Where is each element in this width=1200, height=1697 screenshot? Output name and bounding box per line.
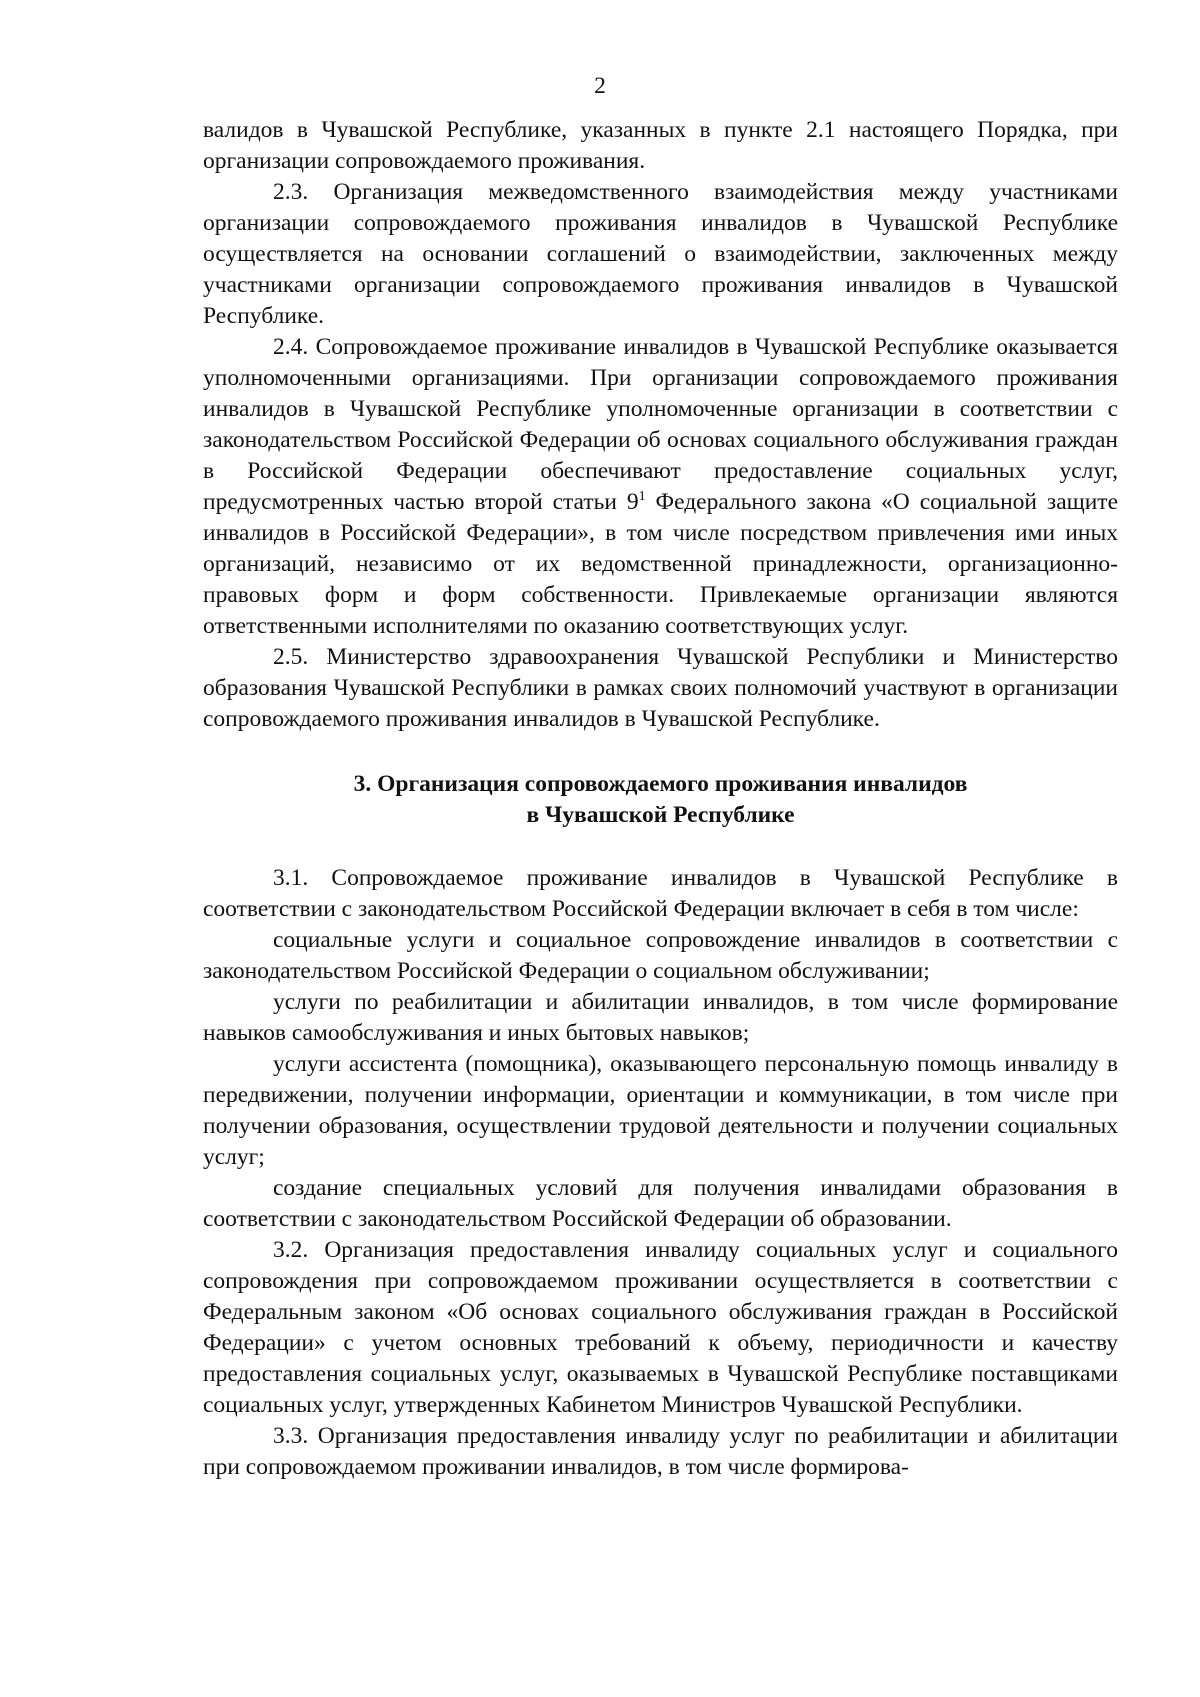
- document-body: [203, 115, 1118, 1483]
- list-item-education-conditions: создание специальных условий для получения инвалидами образования в соответствии с законодательством Российской Федерации об образовании.: [203, 1175, 1118, 1232]
- list-item-social-services: социальные услуги и социальное сопровождение инвалидов в соответствии с законодательством Российской Федерации о социальном обслуживании;: [203, 927, 1118, 984]
- paragraph-3-3: 3.3. Организация предоставления инвалиду услуг по реабилитации и абилитации при сопровождаемом проживании инвалидов, в том числе формирова-: [203, 1423, 1118, 1480]
- paragraph-2-5: 2.5. Министерство здравоохранения Чувашской Республики и Министерство образования Чувашской Республики в рамках своих полномочий участвуют в организации сопровождаемого проживания инвалидов в Чувашской Республике.: [203, 644, 1118, 732]
- paragraph-3-1: 3.1. Сопровождаемое проживание инвалидов в Чувашской Республике в соответствии с законодательством Российской Федерации включает в себя в том числе:: [203, 865, 1118, 922]
- section-3-heading-line-1: 3. Организация сопровождаемого проживания инвалидов: [353, 771, 968, 797]
- paragraph-3-2: 3.2. Организация предоставления инвалиду социальных услуг и социального сопровождения при сопровождаемом проживании осуществляется в соответствии с Федеральным законом «Об основах социального обслуживания граждан в Российской Федерации» с учетом основных требований к объему, периодичности и качеству предоставления социальных услуг, оказываемых в Чувашской Республике поставщиками социальных услуг, утвержденных Кабинетом Министров Чувашской Республики.: [203, 1237, 1118, 1418]
- paragraph-2-4-text-continued: Федерального закона «О социальной защите инвалидов в Российской Федерации», в том числе посредством привлечения ими иных организаций, независимо от их ведомственной принадлежности, организационно-правовых форм и форм собственности. Привлекаемые организации являются ответственными исполнителями по оказанию соответствующих услуг.: [203, 489, 1119, 639]
- section-3-heading-line-2: в Чувашской Республике: [526, 802, 795, 828]
- list-item-assistant-services: услуги ассистента (помощника), оказывающего персональную помощь инвалиду в передвижении, получении информации, ориентации и коммуникации, в том числе при получении образования, осуществлении трудовой деятельности и получении социальных услуг;: [203, 1051, 1118, 1170]
- footnote-superscript: 1: [638, 489, 646, 504]
- list-item-rehabilitation: услуги по реабилитации и абилитации инвалидов, в том числе формирование навыков самообслуживания и иных бытовых навыков;: [203, 989, 1118, 1046]
- paragraph-2-4: [203, 332, 1118, 642]
- paragraph-2-2-continuation: валидов в Чувашской Республике, указанных в пункте 2.1 настоящего Порядка, при организации сопровождаемого проживания.: [203, 117, 1118, 174]
- page-number: 2: [594, 73, 606, 99]
- paragraph-2-3: 2.3. Организация межведомственного взаимодействия между участниками организации сопровождаемого проживания инвалидов в Чувашской Республике осуществляется на основании соглашений о взаимодействии, заключенных между участниками организации сопровождаемого проживания инвалидов в Чувашской Республике.: [203, 179, 1118, 329]
- section-3-heading: [203, 769, 1118, 831]
- paragraph-2-4-text: 2.4. Сопровождаемое проживание инвалидов в Чувашской Республике оказывается уполномоченными организациями. При организации сопровождаемого проживания инвалидов в Чувашской Республике уполномоченные организации в соответствии с законодательством Российской Федерации об основах социального обслуживания граждан в Российской Федерации обеспечивают предоставление социальных услуг, предусмотренных частью второй статьи 9: [203, 334, 1118, 515]
